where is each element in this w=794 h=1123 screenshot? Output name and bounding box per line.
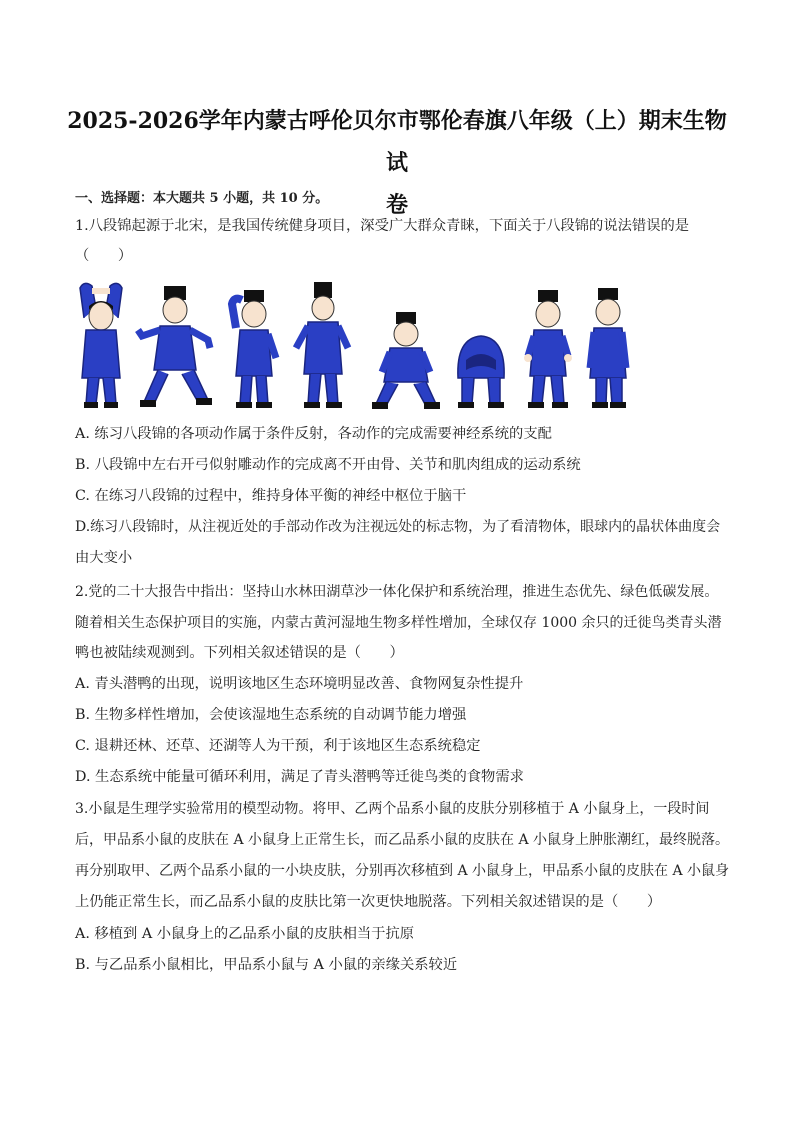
figure-standing: [580, 278, 636, 414]
q3-stem-line-3: 再分别取甲、乙两个品系小鼠的一小块皮肤，分别再次移植到 A 小鼠身上，甲品系小鼠的皮肤在 A 小鼠身: [75, 863, 730, 879]
q2-stem-line-2: 随着相关生态保护项目的实施，内蒙古黄河湿地生物多样性增加，全球仅存 1000 余只的迁徙鸟类青头潜: [75, 615, 722, 631]
figure-one-arm-up: [222, 278, 284, 414]
q3-option-b: B. 与乙品系小鼠相比，甲品系小鼠与 A 小鼠的亲缘关系较近: [75, 957, 458, 973]
q2-option-d: D. 生态系统中能量可循环利用，满足了青头潜鸭等迁徙鸟类的食物需求: [75, 769, 524, 785]
figure-arms-raised: [72, 278, 130, 414]
q1-option-d-line-2: 由大变小: [75, 550, 133, 566]
q1-option-b: B. 八段锦中左右开弓似射雕动作的完成离不开由骨、关节和肌肉组成的运动系统: [75, 457, 581, 473]
q1-option-c: C. 在练习八段锦的过程中，维持身体平衡的神经中枢位于脑干: [75, 488, 467, 504]
q3-stem-line-2: 后，甲品系小鼠的皮肤在 A 小鼠身上正常生长，而乙品系小鼠的皮肤在 A 小鼠身上肿胀潮红，最终脱落。: [75, 832, 730, 848]
figure-fists: [518, 278, 578, 414]
q2-option-c: C. 退耕还林、还草、还湖等人为干预，利于该地区生态系统稳定: [75, 738, 481, 754]
q1-option-d-line-1: D.练习八段锦时，从注视近处的手部动作改为注视远处的标志物，为了看清物体，眼球内的晶状体曲度会: [75, 519, 721, 535]
figure-horse-stance: [368, 278, 444, 414]
q2-stem-line-1: 2.党的二十大报告中指出：坚持山水林田湖草沙一体化保护和系统治理，推进生态优先、绿色低碳发展。: [75, 584, 719, 600]
q1-stem-line-2: （ ）: [75, 248, 133, 264]
title-line-1: 2025-2026学年内蒙古呼伦贝尔市鄂伦春旗八年级（上）期末生物试: [67, 108, 727, 176]
q3-option-a: A. 移植到 A 小鼠身上的乙品系小鼠的皮肤相当于抗原: [75, 926, 415, 942]
exam-title: [60, 100, 734, 226]
q2-option-a: A. 青头潜鸭的出现，说明该地区生态环境明显改善、食物网复杂性提升: [75, 676, 524, 692]
q3-stem-line-4: 上仍能正常生长，而乙品系小鼠的皮肤比第一次更快地脱落。下列相关叙述错误的是（ ）: [75, 894, 662, 910]
section-header: 一、选择题：本大题共 5 小题，共 10 分。: [75, 191, 329, 206]
q1-option-a: A. 练习八段锦的各项动作属于条件反射，各动作的完成需要神经系统的支配: [75, 426, 552, 442]
title-line-2: 卷: [385, 192, 408, 218]
q2-option-b: B. 生物多样性增加，会使该湿地生态系统的自动调节能力增强: [75, 707, 467, 723]
baduanjin-figures-illustration: [72, 278, 632, 414]
q3-stem-line-1: 3.小鼠是生理学实验常用的模型动物。将甲、乙两个品系小鼠的皮肤分别移植于 A 小鼠身上，一段时间: [75, 801, 710, 817]
q2-stem-line-3: 鸭也被陆续观测到。下列相关叙述错误的是（ ）: [75, 645, 404, 661]
figure-bow-stance: [134, 278, 216, 414]
q1-stem-line-1: 1.八段锦起源于北宋，是我国传统健身项目，深受广大群众青睐，下面关于八段锦的说法错误的是: [75, 218, 690, 234]
figure-bending-forward: [450, 278, 512, 414]
figure-turning: [290, 278, 354, 414]
